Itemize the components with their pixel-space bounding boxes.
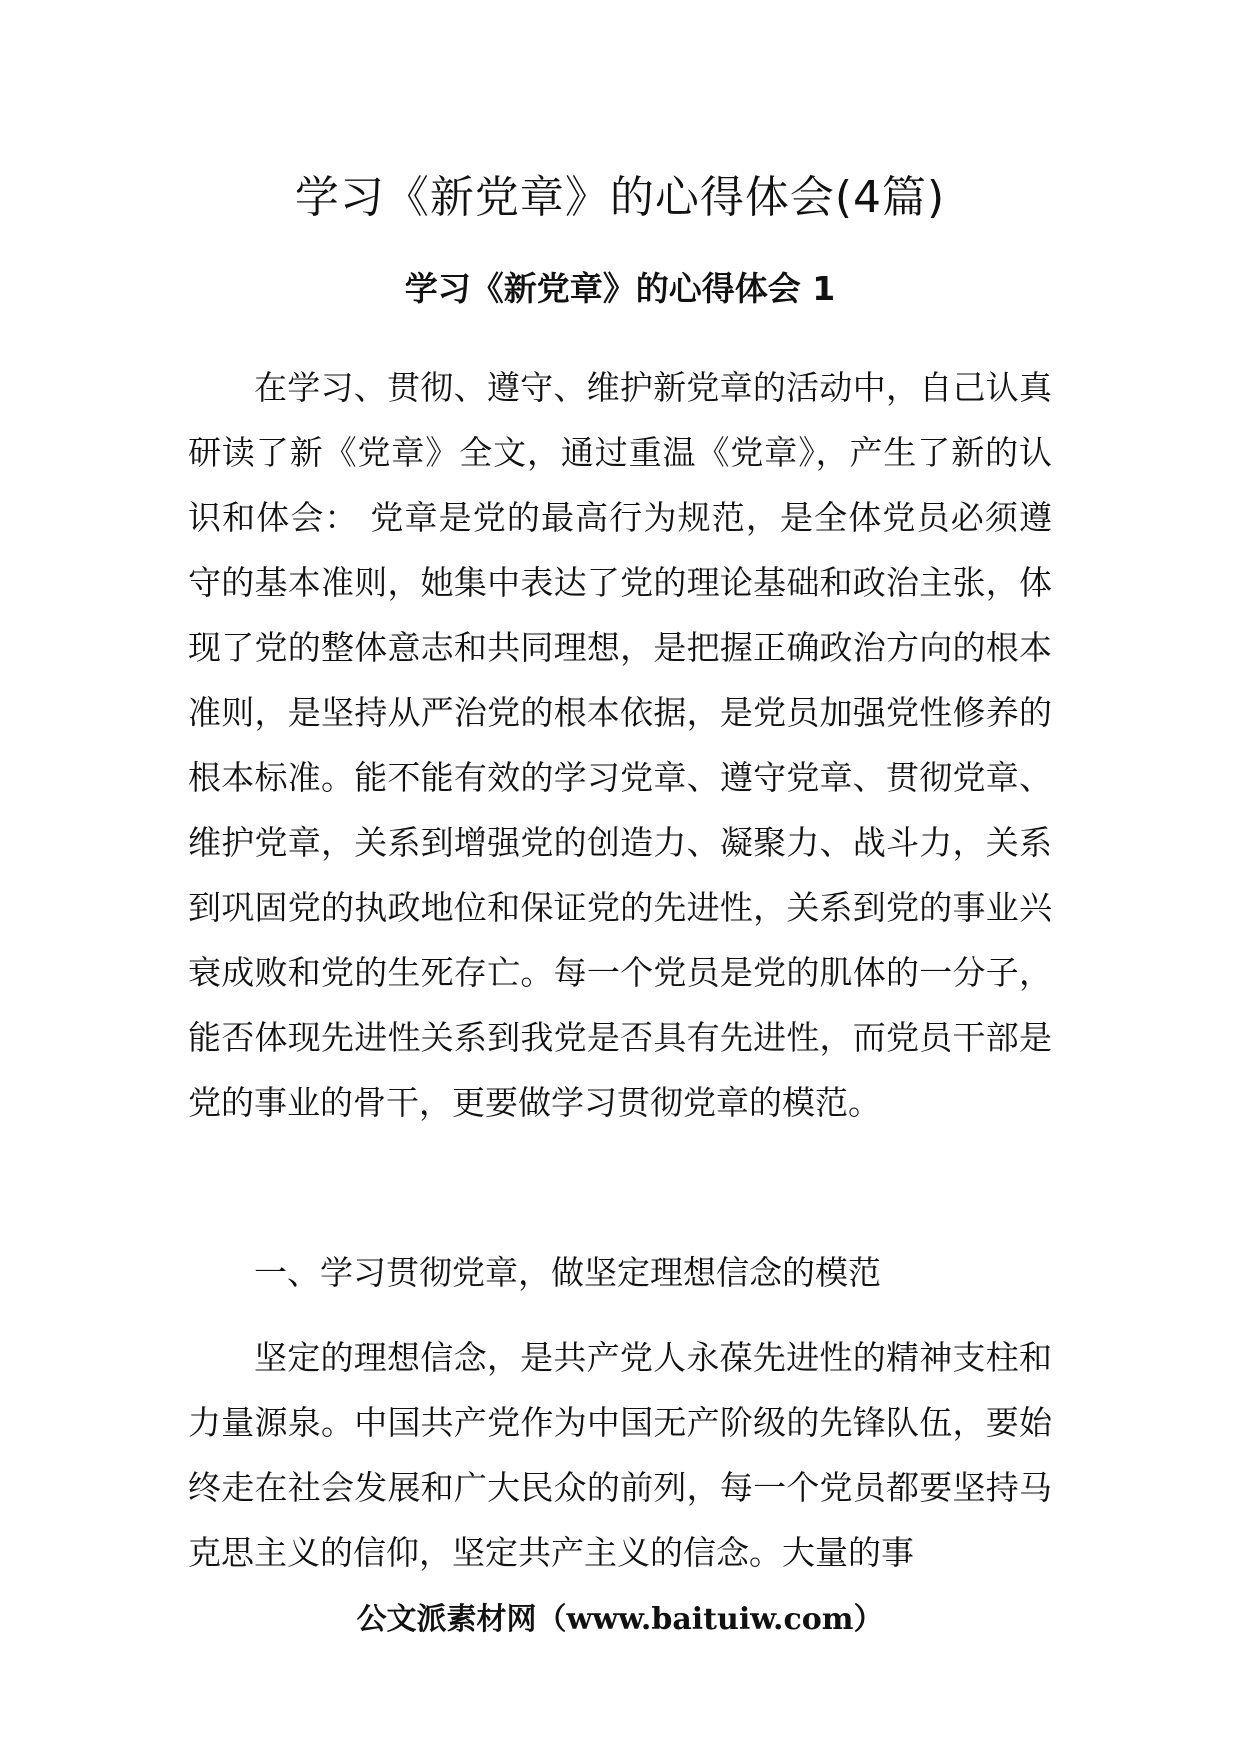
section-heading: 学习《新党章》的心得体会 1 <box>404 269 836 308</box>
body-paragraph: 坚定的理想信念，是共产党人永葆先进性的精神支柱和力量源泉。中国共产党作为中国无产阶级的先锋队伍，要始终走在社会发展和广大民众的前列，每一个党员都要坚持马克思主义的信仰，坚定共产主义的信念。大量的事 <box>188 1338 1052 1572</box>
subsection-heading: 一、学习贯彻党章，做坚定理想信念的模范 <box>254 1253 881 1292</box>
page-footer: 公文派素材网（www.baituiw.com） <box>356 1602 884 1637</box>
body-paragraph: 在学习、贯彻、遵守、维护新党章的活动中，自己认真研读了新《党章》全文，通过重温《党章》，产生了新的认识和体会： 党章是党的最高行为规范，是全体党员必须遵守的基本准则，她集中表达了党的理论基础和政治主张，体现了党的整体意志和共同理想，是把握正确政治方向的根本准则，是坚持从严治党的根本依据，是党员加强党性修养的根本标准。能不能有效的学习党章、遵守党章、贯彻党章、维护党章，关系到增强党的创造力、凝聚力、战斗力，关系到巩固党的执政地位和保证党的先进性，关系到党的事业兴衰成败和党的生死存亡。每一个党员是党的肌体的一分子，能否体现先进性关系到我党是否具有先进性，而党员干部是党的事业的骨干，更要做学习贯彻党章的模范。 <box>188 368 1052 1122</box>
document-title: 学习《新党章》的心得体会(4篇) <box>294 172 946 223</box>
